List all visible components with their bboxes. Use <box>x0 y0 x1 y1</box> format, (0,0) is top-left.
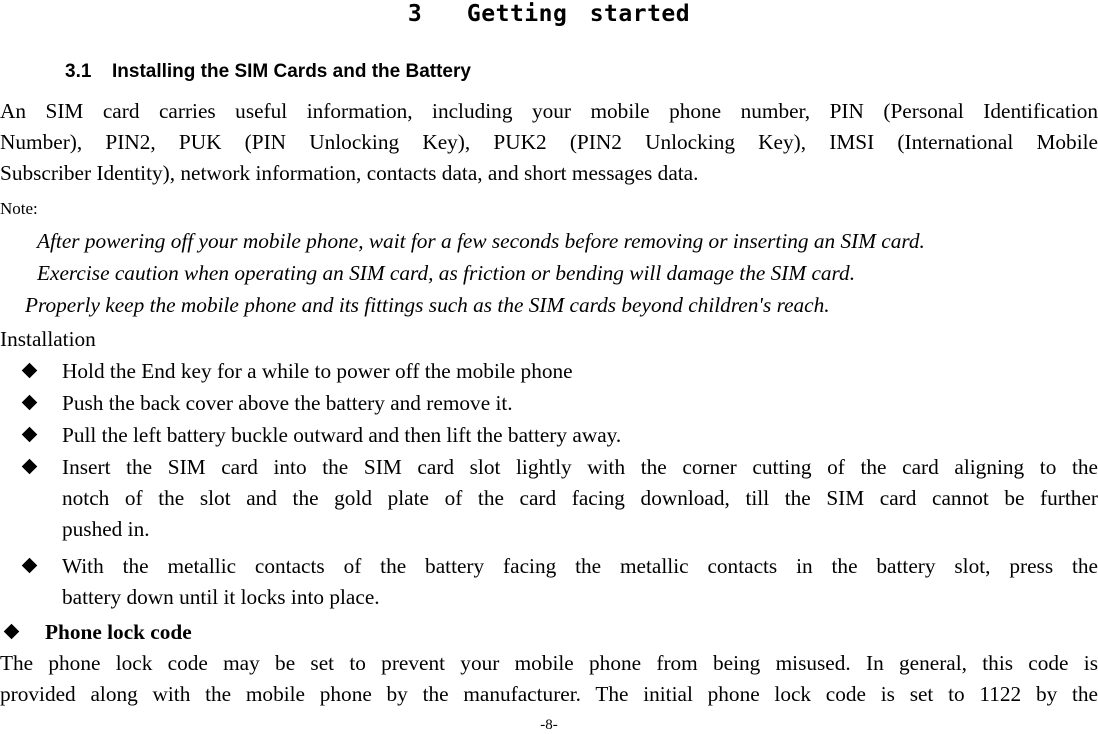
note-item: Properly keep the mobile phone and its fittings such as the SIM cards beyond children's reach. <box>25 293 830 317</box>
phone-lock-line: The phone lock code may be set to prevent your mobile phone from being misused. In general, this code is <box>0 651 1098 675</box>
diamond-bullet-icon <box>22 395 38 411</box>
chapter-heading: 3 Getting started <box>407 1 691 27</box>
diamond-bullet-icon <box>22 459 38 475</box>
section-number: 3.1 <box>65 61 92 82</box>
installation-label: Installation <box>0 327 96 351</box>
diamond-bullet-icon <box>22 427 38 443</box>
intro-line: An SIM card carries useful information, including your mobile phone number, PIN (Personal Identification <box>0 99 1098 123</box>
section-title: Installing the SIM Cards and the Battery <box>112 61 471 82</box>
phone-lock-heading: Phone lock code <box>45 620 192 644</box>
note-item: Exercise caution when operating an SIM card, as friction or bending will damage the SIM card. <box>37 261 856 285</box>
note-item: After powering off your mobile phone, wait for a few seconds before removing or inserting an SIM card. <box>37 229 925 253</box>
installation-step <box>0 388 1098 419</box>
note-label: Note: <box>0 199 38 218</box>
step-line: pushed in. <box>62 517 150 541</box>
intro-line: Subscriber Identity), network information, contacts data, and short messages data. <box>0 161 699 185</box>
installation-step <box>0 452 1098 545</box>
intro-paragraph <box>0 96 1098 189</box>
step-line: battery down until it locks into place. <box>62 585 380 609</box>
installation-step <box>0 551 1098 613</box>
diamond-bullet-icon <box>22 363 38 379</box>
installation-step <box>0 356 1098 387</box>
step-line: notch of the slot and the gold plate of the card facing download, till the SIM card cannot be further <box>62 486 1098 510</box>
step-line: Pull the left battery buckle outward and then lift the battery away. <box>62 423 622 447</box>
diamond-bullet-icon <box>4 624 20 640</box>
step-line: Hold the End key for a while to power off the mobile phone <box>62 359 573 383</box>
installation-step <box>0 420 1098 451</box>
phone-lock-paragraph <box>0 648 1098 710</box>
intro-line: Number), PIN2, PUK (PIN Unlocking Key), PUK2 (PIN2 Unlocking Key), IMSI (International Mobile <box>0 130 1098 154</box>
phone-lock-line: provided along with the mobile phone by the manufacturer. The initial phone lock code is set to 1122 by the <box>0 682 1098 706</box>
step-line: With the metallic contacts of the battery facing the metallic contacts in the battery slot, press the <box>62 554 1098 578</box>
diamond-bullet-icon <box>22 558 38 574</box>
page-number: -8- <box>540 717 558 733</box>
step-line: Insert the SIM card into the SIM card slot lightly with the corner cutting of the card aligning to the <box>62 455 1098 479</box>
section-heading <box>65 60 471 84</box>
step-line: Push the back cover above the battery and remove it. <box>62 391 513 415</box>
